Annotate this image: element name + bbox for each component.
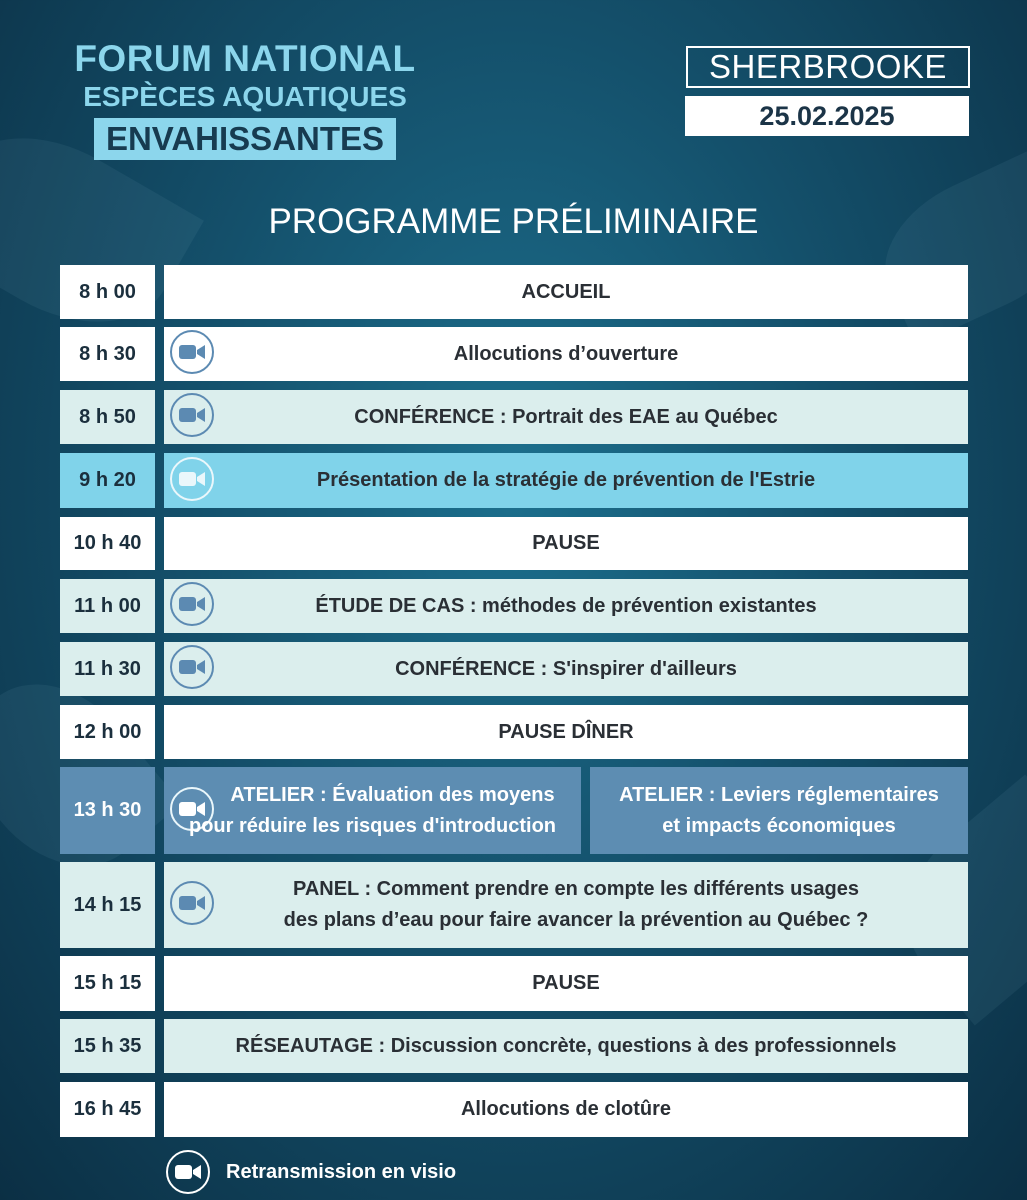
schedule-row — [60, 390, 968, 444]
row-text: PAUSE DÎNER — [164, 705, 968, 759]
row-time: 11 h 30 — [60, 642, 155, 696]
video-camera-icon — [170, 457, 214, 501]
schedule-row — [60, 579, 968, 633]
row-text: RÉSEAUTAGE : Discussion concrète, questions à des professionnels — [164, 1019, 968, 1073]
row-text: ÉTUDE DE CAS : méthodes de prévention existantes — [315, 594, 817, 617]
schedule-row — [60, 1082, 968, 1137]
row-time: 13 h 30 — [60, 767, 155, 854]
title-line-2: ESPÈCES AQUATIQUES — [83, 81, 407, 112]
video-camera-icon — [170, 330, 214, 374]
row-content — [164, 453, 968, 508]
schedule-row — [60, 705, 968, 759]
row-time: 10 h 40 — [60, 517, 155, 570]
panel-line-1: PANEL : Comment prendre en compte les différents usages — [292, 878, 860, 900]
legend — [166, 1150, 456, 1194]
row-content — [164, 579, 968, 633]
forum-title — [60, 38, 430, 160]
program-title: PROGRAMME PRÉLIMINAIRE — [268, 202, 759, 241]
row-content — [164, 862, 968, 948]
workshop-2-line-2: et impacts économiques — [662, 814, 896, 837]
video-camera-icon — [170, 393, 214, 437]
date-label: 25.02.2025 — [685, 96, 969, 136]
video-camera-icon — [170, 645, 214, 689]
schedule-row-workshops — [60, 767, 968, 854]
row-time: 8 h 50 — [60, 390, 155, 444]
row-content — [164, 390, 968, 444]
row-text: ACCUEIL — [164, 265, 968, 319]
video-camera-icon — [166, 1150, 210, 1194]
row-time: 14 h 15 — [60, 862, 155, 948]
row-text: PAUSE — [164, 956, 968, 1011]
schedule-row — [60, 642, 968, 696]
row-text: Allocutions d’ouverture — [453, 342, 679, 365]
row-text: Présentation de la stratégie de prévention de l'Estrie — [316, 469, 816, 491]
row-time: 11 h 00 — [60, 579, 155, 633]
schedule-row — [60, 327, 968, 381]
row-time: 12 h 00 — [60, 705, 155, 759]
row-content — [164, 327, 968, 381]
row-time: 9 h 20 — [60, 453, 155, 508]
row-content — [164, 642, 968, 696]
row-text: CONFÉRENCE : Portrait des EAE au Québec — [354, 405, 778, 428]
row-time: 15 h 35 — [60, 1019, 155, 1073]
workshop-2 — [590, 767, 968, 854]
panel-line-2: des plans d’eau pour faire avancer la prévention au Québec ? — [283, 909, 869, 931]
legend-label: Retransmission en visio — [226, 1160, 457, 1183]
row-text: CONFÉRENCE : S'inspirer d'ailleurs — [395, 657, 737, 680]
schedule-row — [60, 956, 968, 1011]
row-time: 15 h 15 — [60, 956, 155, 1011]
row-time: 8 h 00 — [60, 265, 155, 319]
schedule-row — [60, 453, 968, 508]
schedule-row — [60, 517, 968, 570]
schedule-row — [60, 265, 968, 319]
video-camera-icon — [170, 881, 214, 925]
row-text: Allocutions de clotûre — [164, 1082, 968, 1137]
city-label: SHERBROOKE — [686, 46, 970, 88]
row-time: 8 h 30 — [60, 327, 155, 381]
workshop-1-line-1: ATELIER : Évaluation des moyens — [230, 783, 555, 806]
row-text: PAUSE — [164, 517, 968, 570]
schedule-row — [60, 862, 968, 948]
schedule-row — [60, 1019, 968, 1073]
title-line-3: ENVAHISSANTES — [94, 118, 396, 160]
title-line-1: FORUM NATIONAL — [74, 38, 416, 79]
row-time: 16 h 45 — [60, 1082, 155, 1137]
workshop-1 — [164, 767, 581, 854]
workshop-1-line-2: pour réduire les risques d'introduction — [188, 814, 557, 837]
video-camera-icon — [170, 582, 214, 626]
workshop-2-line-1: ATELIER : Leviers réglementaires — [619, 783, 939, 806]
